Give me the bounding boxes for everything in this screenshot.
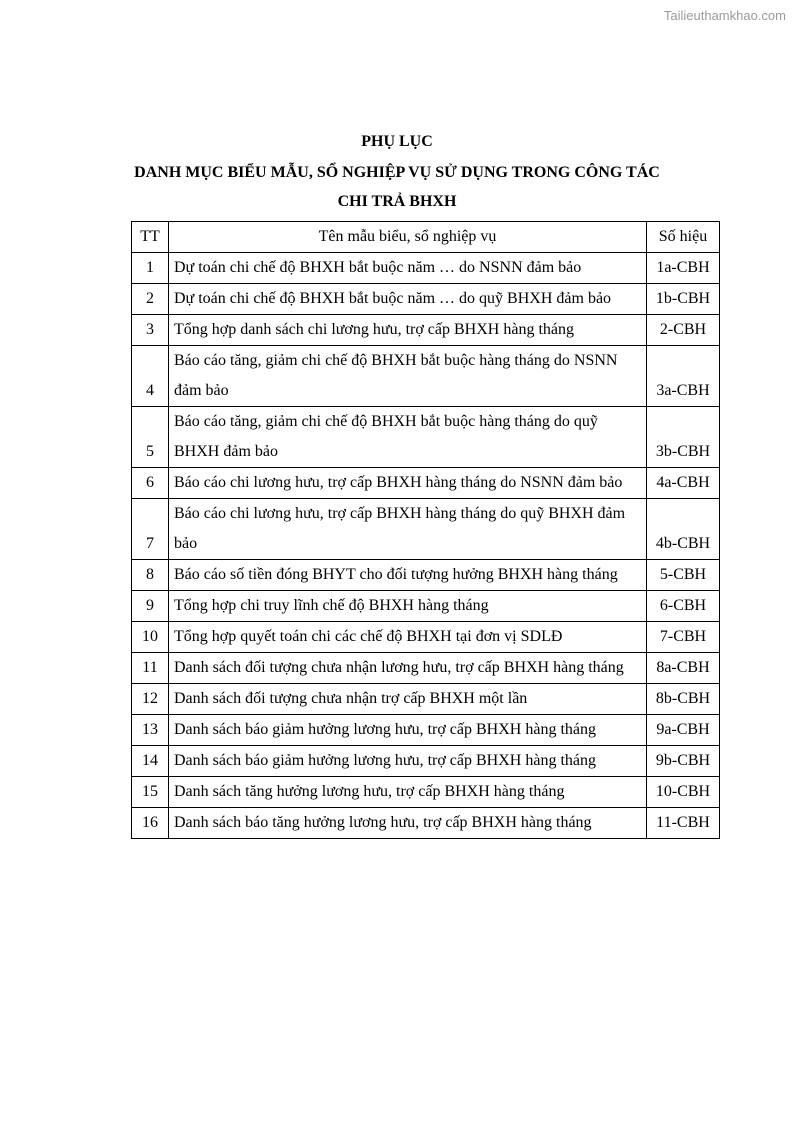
table-row <box>132 253 720 284</box>
row-form-code: 8a-CBH <box>647 653 720 684</box>
row-number: 3 <box>132 315 169 346</box>
table-row <box>132 499 720 560</box>
table-row <box>132 715 720 746</box>
row-form-name: Báo cáo tăng, giảm chi chế độ BHXH bắt buộc hàng tháng do quỹ BHXH đảm bảo <box>169 407 647 468</box>
row-number: 4 <box>132 346 169 407</box>
row-number: 6 <box>132 468 169 499</box>
row-number: 5 <box>132 407 169 468</box>
watermark: Tailieuthamkhao.com <box>663 8 786 23</box>
row-form-name: Danh sách đối tượng chưa nhận trợ cấp BHXH một lần <box>169 684 647 715</box>
header-code: Số hiệu <box>647 222 720 253</box>
header-name: Tên mẫu biểu, sổ nghiệp vụ <box>169 222 647 253</box>
row-form-name: Báo cáo số tiền đóng BHYT cho đối tượng hưởng BHXH hàng tháng <box>169 560 647 591</box>
table-row <box>132 622 720 653</box>
table-row <box>132 315 720 346</box>
row-form-name: Danh sách báo tăng hưởng lương hưu, trợ cấp BHXH hàng tháng <box>169 808 647 839</box>
row-number: 12 <box>132 684 169 715</box>
row-number: 8 <box>132 560 169 591</box>
row-form-code: 9a-CBH <box>647 715 720 746</box>
row-number: 16 <box>132 808 169 839</box>
header-tt: TT <box>132 222 169 253</box>
row-number: 15 <box>132 777 169 808</box>
row-form-code: 1a-CBH <box>647 253 720 284</box>
row-form-code: 2-CBH <box>647 315 720 346</box>
row-form-code: 4b-CBH <box>647 499 720 560</box>
row-form-name: Tổng hợp quyết toán chi các chế độ BHXH tại đơn vị SDLĐ <box>169 622 647 653</box>
row-form-code: 10-CBH <box>647 777 720 808</box>
row-form-code: 8b-CBH <box>647 684 720 715</box>
table-row <box>132 746 720 777</box>
row-form-name: Danh sách báo giảm hưởng lương hưu, trợ cấp BHXH hàng tháng <box>169 715 647 746</box>
table-row <box>132 346 720 407</box>
row-form-name: Tổng hợp danh sách chi lương hưu, trợ cấp BHXH hàng tháng <box>169 315 647 346</box>
table-row <box>132 777 720 808</box>
row-number: 13 <box>132 715 169 746</box>
row-form-code: 9b-CBH <box>647 746 720 777</box>
table-row <box>132 468 720 499</box>
table-row <box>132 284 720 315</box>
row-form-name: Dự toán chi chế độ BHXH bắt buộc năm … do quỹ BHXH đảm bảo <box>169 284 647 315</box>
table-row <box>132 560 720 591</box>
appendix-title: PHỤ LỤC <box>361 133 433 150</box>
row-form-code: 3a-CBH <box>647 346 720 407</box>
row-form-code: 11-CBH <box>647 808 720 839</box>
table-header-row <box>132 222 720 253</box>
row-form-name: Báo cáo tăng, giảm chi chế độ BHXH bắt buộc hàng tháng do NSNN đảm bảo <box>169 346 647 407</box>
row-number: 7 <box>132 499 169 560</box>
row-form-name: Dự toán chi chế độ BHXH bắt buộc năm … do NSNN đảm bảo <box>169 253 647 284</box>
table-row <box>132 653 720 684</box>
row-form-code: 3b-CBH <box>647 407 720 468</box>
row-number: 11 <box>132 653 169 684</box>
table-row <box>132 684 720 715</box>
forms-table <box>131 221 720 839</box>
row-form-name: Tổng hợp chi truy lĩnh chế độ BHXH hàng tháng <box>169 591 647 622</box>
row-number: 9 <box>132 591 169 622</box>
row-number: 1 <box>132 253 169 284</box>
table-row <box>132 591 720 622</box>
row-form-name: Danh sách đối tượng chưa nhận lương hưu, trợ cấp BHXH hàng tháng <box>169 653 647 684</box>
row-number: 14 <box>132 746 169 777</box>
row-form-name: Báo cáo chi lương hưu, trợ cấp BHXH hàng tháng do quỹ BHXH đảm bảo <box>169 499 647 560</box>
table-row <box>132 808 720 839</box>
appendix-subtitle-line2: CHI TRẢ BHXH <box>337 193 457 210</box>
row-number: 10 <box>132 622 169 653</box>
appendix-subtitle-line1: DANH MỤC BIỂU MẪU, SỔ NGHIỆP VỤ SỬ DỤNG TRONG CÔNG TÁC <box>134 164 660 181</box>
row-form-code: 6-CBH <box>647 591 720 622</box>
row-form-name: Báo cáo chi lương hưu, trợ cấp BHXH hàng tháng do NSNN đảm bảo <box>169 468 647 499</box>
table-row <box>132 407 720 468</box>
row-form-code: 4a-CBH <box>647 468 720 499</box>
row-form-code: 1b-CBH <box>647 284 720 315</box>
row-form-code: 7-CBH <box>647 622 720 653</box>
row-form-name: Danh sách tăng hưởng lương hưu, trợ cấp BHXH hàng tháng <box>169 777 647 808</box>
row-form-code: 5-CBH <box>647 560 720 591</box>
row-form-name: Danh sách báo giảm hưởng lương hưu, trợ cấp BHXH hàng tháng <box>169 746 647 777</box>
row-number: 2 <box>132 284 169 315</box>
